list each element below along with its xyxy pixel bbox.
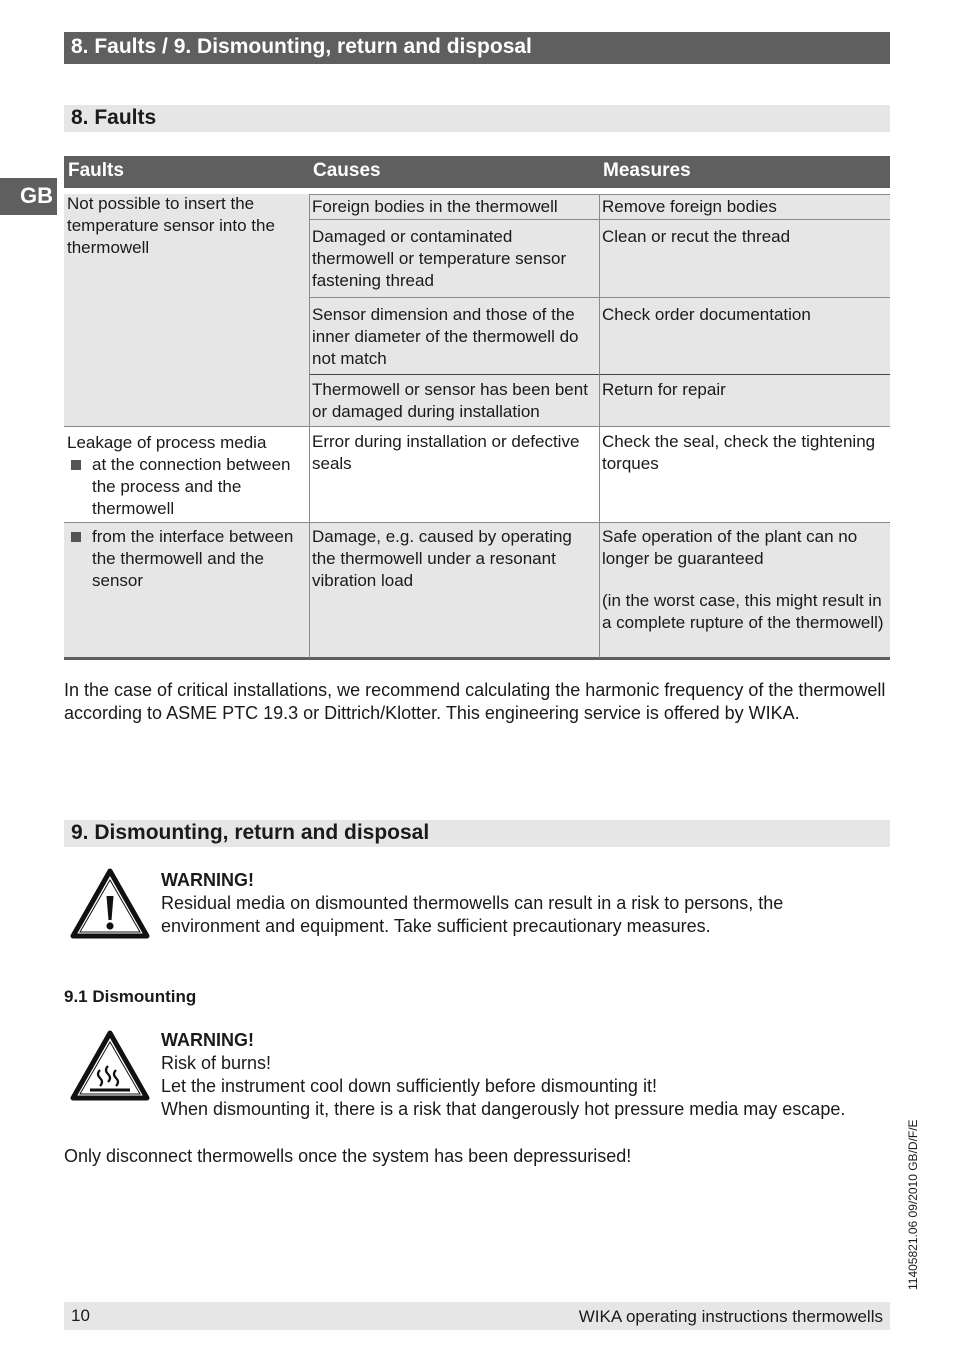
warning-block-2	[161, 1029, 901, 1121]
measure-cell	[602, 526, 884, 634]
cause-cell: Damage, e.g. caused by operating the thermowell under a resonant vibration load	[312, 527, 572, 590]
fault-bullet-text: at the connection between the process and the thermowell	[92, 455, 291, 518]
fault-bullet-text: from the interface between the thermowell and the sensor	[92, 527, 294, 590]
warning-triangle-icon	[70, 868, 150, 940]
cause-cell: Sensor dimension and those of the inner diameter of the thermowell do not match	[312, 305, 579, 368]
critical-installations-note: In the case of critical installations, we recommend calculating the harmonic frequency of the thermowell according to ASME PTC 19.3 or Dittrich/Klotter. This engineering service is offered by WIKA.	[64, 680, 886, 723]
table-bottom-rule	[64, 657, 890, 660]
fault-bullet	[67, 454, 307, 520]
subsection-title: 9.1 Dismounting	[64, 987, 197, 1006]
measure-cell: Check order documentation	[602, 305, 811, 324]
warning-line: When dismounting it, there is a risk that dangerously hot pressure media may escape.	[161, 1099, 846, 1119]
hot-surface-warning-icon	[70, 1030, 150, 1102]
table-line	[64, 426, 890, 427]
footer-doc-title: WIKA operating instructions thermowells	[578, 1307, 883, 1326]
column-header-faults: Faults	[68, 160, 124, 181]
section-8-title: 8. Faults	[64, 105, 890, 132]
language-tab: GB	[0, 178, 57, 215]
measure-cell: Check the seal, check the tightening torques	[602, 432, 876, 473]
measure-text: Safe operation of the plant can no longer be guaranteed	[602, 527, 858, 568]
cause-cell: Damaged or contaminated thermowell or temperature sensor fastening thread	[312, 227, 567, 290]
cause-cell: Thermowell or sensor has been bent or damaged during installation	[312, 380, 588, 421]
section-9-title: 9. Dismounting, return and disposal	[64, 820, 890, 847]
page-number: 10	[71, 1306, 90, 1325]
table-line	[64, 522, 890, 523]
document-code-text: 11405821.06 09/2010 GB/D/F/E	[906, 1119, 920, 1290]
table-line	[599, 194, 600, 658]
warning-title: WARNING!	[161, 870, 254, 890]
fault-cell	[67, 432, 307, 520]
warning-text: Residual media on dismounted thermowells can result in a risk to persons, the environment and equipment. Take sufficient precautionary measures.	[161, 893, 784, 936]
measure-cell: Remove foreign bodies	[602, 197, 777, 216]
column-header-causes: Causes	[313, 160, 381, 181]
measure-note: (in the worst case, this might result in a complete rupture of the thermowell)	[602, 591, 884, 632]
depressurise-note: Only disconnect thermowells once the system has been depressurised!	[64, 1146, 632, 1166]
fault-cell	[67, 526, 307, 592]
page-header: 8. Faults / 9. Dismounting, return and disposal	[64, 32, 890, 64]
fault-cell: Not possible to insert the temperature sensor into the thermowell	[67, 194, 275, 257]
fault-bullet	[67, 526, 307, 592]
fault-intro: Leakage of process media	[67, 433, 267, 452]
document-code	[906, 1090, 926, 1290]
measure-cell: Return for repair	[602, 380, 726, 399]
bullet-square-icon	[71, 532, 81, 542]
faults-table-header	[64, 156, 890, 188]
column-header-measures: Measures	[603, 160, 691, 181]
cause-cell: Foreign bodies in the thermowell	[312, 197, 558, 216]
cause-cell: Error during installation or defective seals	[312, 432, 580, 473]
table-line	[309, 194, 310, 658]
measure-cell: Clean or recut the thread	[602, 227, 791, 246]
bullet-square-icon	[71, 460, 81, 470]
warning-line: Risk of burns!	[161, 1053, 272, 1073]
warning-block-1	[161, 869, 881, 938]
page-footer	[64, 1302, 890, 1330]
warning-title: WARNING!	[161, 1030, 254, 1050]
warning-line: Let the instrument cool down sufficiently before dismounting it!	[161, 1076, 657, 1096]
